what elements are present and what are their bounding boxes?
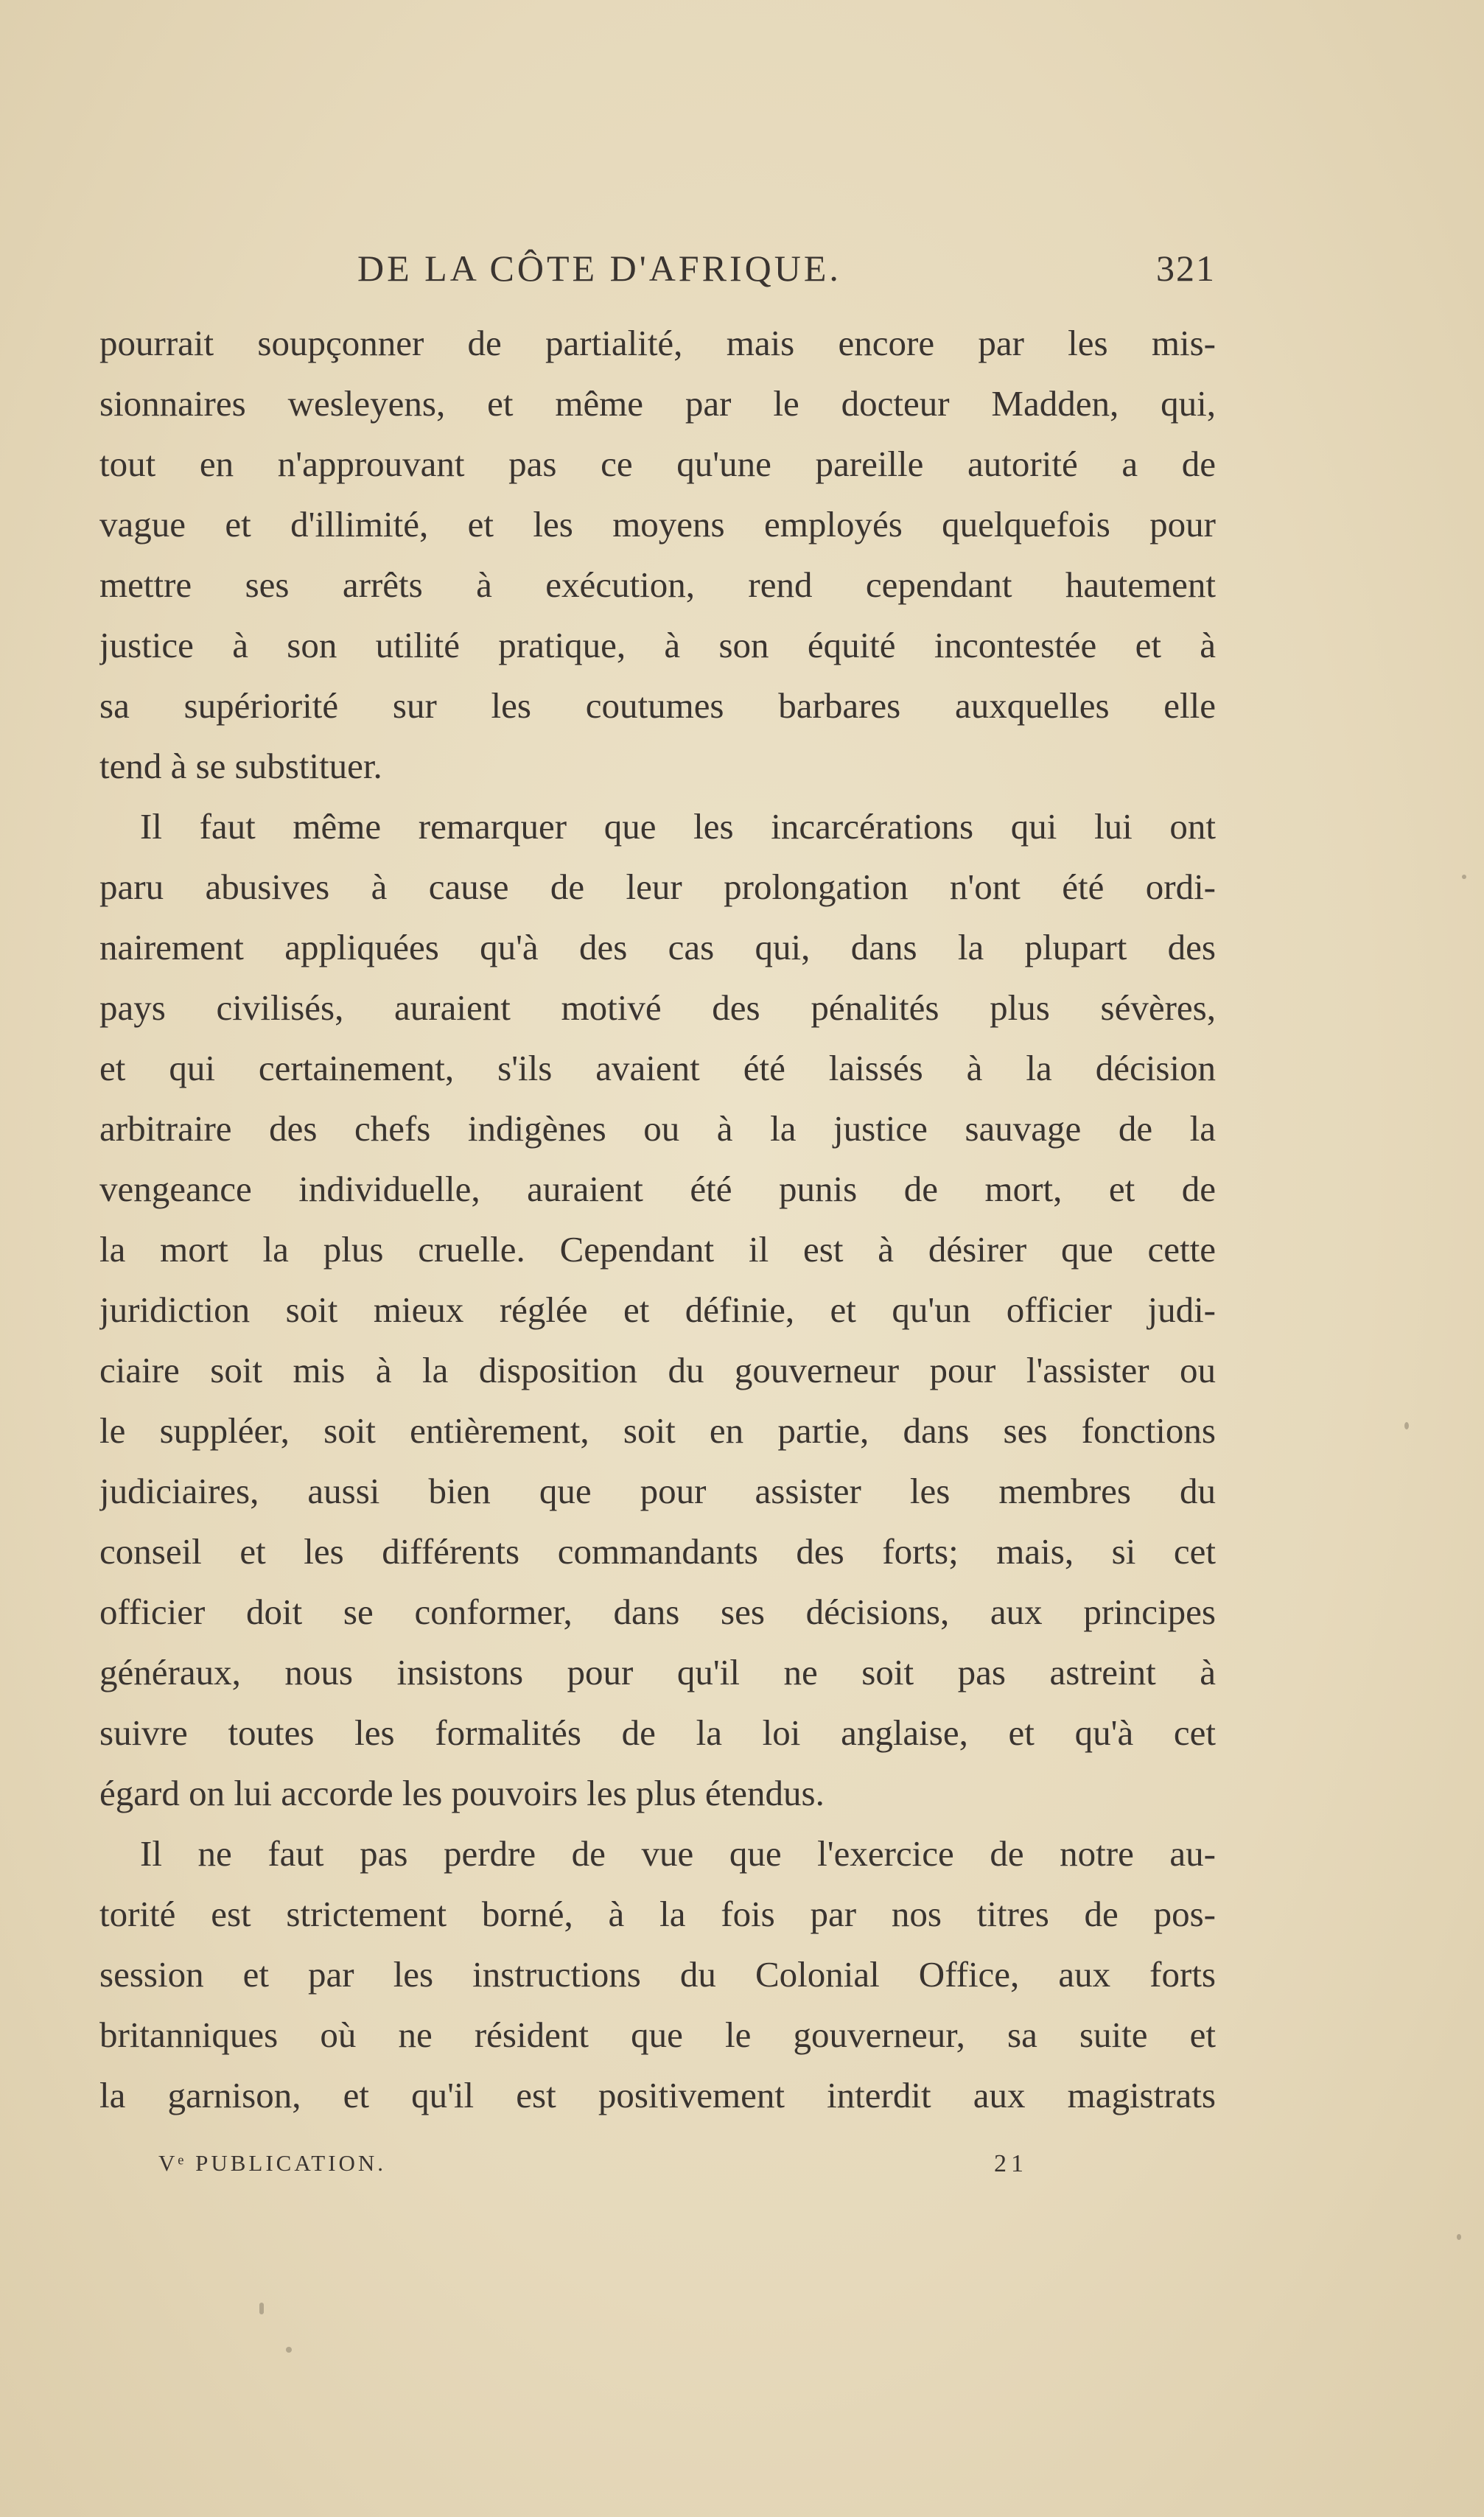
text-line: nairement appliquées qu'à des cas qui, dans la plupart des bbox=[99, 927, 1216, 967]
paper-speck bbox=[1404, 1422, 1409, 1429]
body-text bbox=[99, 313, 1216, 2126]
text-line: sionnaires wesleyens, et même par le docteur Madden, qui, bbox=[99, 383, 1216, 424]
text-line: et qui certainement, s'ils avaient été laissés à la décision bbox=[99, 1048, 1216, 1088]
page-number: 321 bbox=[1156, 248, 1216, 289]
text-line: généraux, nous insistons pour qu'il ne soit pas astreint à bbox=[99, 1652, 1216, 1692]
text-line: pays civilisés, auraient motivé des pénalités plus sévères, bbox=[99, 987, 1216, 1028]
page-header bbox=[96, 247, 1216, 298]
page-footer bbox=[158, 2150, 1028, 2194]
text-line: Il faut même remarquer que les incarcérations qui lui ont bbox=[140, 806, 1216, 847]
text-line: la garnison, et qu'il est positivement interdit aux magistrats bbox=[99, 2075, 1216, 2115]
text-line: le suppléer, soit entièrement, soit en partie, dans ses fonctions bbox=[99, 1410, 1216, 1451]
text-line: juridiction soit mieux réglée et définie, et qu'un officier judi- bbox=[99, 1289, 1216, 1330]
paper-speck bbox=[286, 2347, 292, 2353]
paper-speck bbox=[1462, 875, 1466, 879]
text-line: conseil et les différents commandants des forts; mais, si cet bbox=[99, 1531, 1216, 1572]
text-line: égard on lui accorde les pouvoirs les plus étendus. bbox=[99, 1773, 825, 1813]
text-line: ciaire soit mis à la disposition du gouverneur pour l'assister ou bbox=[99, 1350, 1216, 1390]
text-line: la mort la plus cruelle. Cependant il est à désirer que cette bbox=[99, 1229, 1216, 1270]
text-line: britanniques où ne résident que le gouverneur, sa suite et bbox=[99, 2014, 1216, 2055]
text-line: Il ne faut pas perdre de vue que l'exercice de notre au- bbox=[140, 1833, 1216, 1874]
signature-mark: Vᵉ PUBLICATION. bbox=[158, 2150, 387, 2176]
text-line: tend à se substituer. bbox=[99, 746, 382, 786]
text-line: paru abusives à cause de leur prolongation n'ont été ordi- bbox=[99, 867, 1216, 907]
paper-speck bbox=[259, 2303, 264, 2314]
text-line: session et par les instructions du Colonial Office, aux forts bbox=[99, 1954, 1216, 1995]
text-line: vengeance individuelle, auraient été punis de mort, et de bbox=[99, 1169, 1216, 1209]
text-line: mettre ses arrêts à exécution, rend cependant hautement bbox=[99, 564, 1216, 605]
text-line: torité est strictement borné, à la fois par nos titres de pos- bbox=[99, 1894, 1216, 1934]
text-line: vague et d'illimité, et les moyens employés quelquefois pour bbox=[99, 504, 1216, 545]
running-title: DE LA CÔTE D'AFRIQUE. bbox=[357, 248, 841, 289]
text-line: suivre toutes les formalités de la loi anglaise, et qu'à cet bbox=[99, 1712, 1216, 1753]
text-line: justice à son utilité pratique, à son équité incontestée et à bbox=[99, 625, 1216, 665]
sheet-number: 21 bbox=[994, 2150, 1028, 2177]
text-line: tout en n'approuvant pas ce qu'une pareille autorité a de bbox=[99, 444, 1216, 484]
text-line: pourrait soupçonner de partialité, mais encore par les mis- bbox=[99, 323, 1216, 363]
text-line: officier doit se conformer, dans ses décisions, aux principes bbox=[99, 1592, 1216, 1632]
text-line: judiciaires, aussi bien que pour assister les membres du bbox=[99, 1471, 1216, 1511]
paper-speck bbox=[1457, 2234, 1461, 2240]
text-line: sa supériorité sur les coutumes barbares auxquelles elle bbox=[99, 685, 1216, 726]
text-line: arbitraire des chefs indigènes ou à la justice sauvage de la bbox=[99, 1108, 1216, 1149]
